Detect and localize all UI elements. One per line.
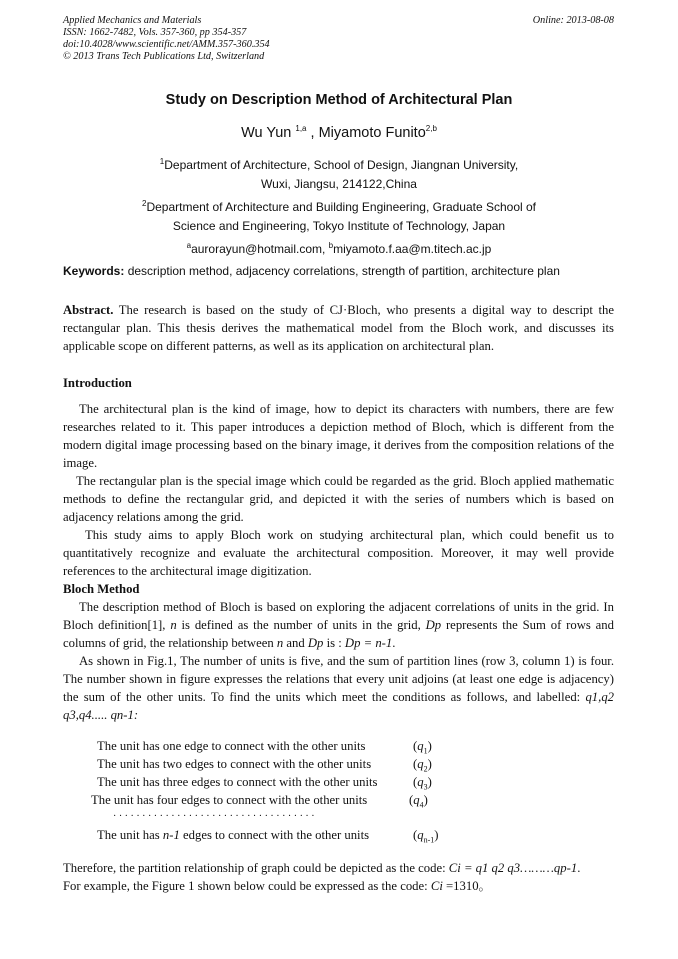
condition-1-label: $(q_1)$ xyxy=(413,739,432,756)
condition-3: The unit has three edges to connect with the other units xyxy=(97,775,378,789)
intro-paragraph-2: The rectangular plan is the special image which could be regarded as the grid. Bloch applied mathematic methods to define the rectangular grid, and depicted it with the series of numbers which is based on adjacency relations among the grid. xyxy=(63,474,614,524)
affiliation-2-line-1: Department of Architecture and Building Engineering, Graduate School of xyxy=(146,200,537,214)
affiliation-2-line-2: Science and Engineering, Tokyo Institute of Technology, Japan xyxy=(172,219,506,233)
condition-n-label: $(q_{n-1})$ xyxy=(413,828,439,845)
journal-name: Applied Mechanics and Materials xyxy=(63,15,202,26)
abstract-label: Abstract. xyxy=(63,303,114,317)
authors xyxy=(0,124,678,141)
introduction-heading: Introduction xyxy=(63,376,132,390)
condition-2-label: $(q_2)$ xyxy=(413,757,432,774)
condition-n: The unit has n-1 edges to connect with the other units xyxy=(97,828,370,842)
q-sequence: q1,q2 q3,q4..... qn-1: xyxy=(63,690,614,722)
emails xyxy=(0,236,678,259)
condition-4-label: $(q_4)$ xyxy=(409,793,428,810)
bloch-paragraph-2: As shown in Fig.1, The number of units is five, and the sum of partition lines (row 3, column 1) is four. The number shown in figure expresses the relations that every unit adjoins (at least one edge is adjacency) the sum of the other units. To find the units which meet the conditions as follows, and labelled: q1,q2 q3,q4..... qn-1: xyxy=(63,654,614,722)
condition-4: The unit has four edges to connect with the other units xyxy=(91,793,368,807)
condition-2: The unit has two edges to connect with the other units xyxy=(97,757,372,771)
email-b: miyamoto.f.aa@m.titech.ac.jp xyxy=(333,242,492,256)
intro-paragraph-1: The architectural plan is the kind of image, how to depict its characters with numbers, there are few researches related to it. This paper introduces a depiction method of Bloch, which is different from the modern digital image processing based on the binary image, it derives from the composition relations of the image. xyxy=(63,402,614,470)
author-1: Wu Yun xyxy=(241,124,292,141)
introduction-section xyxy=(63,374,614,724)
doi: doi:10.4028/www.scientific.net/AMM.357-360.354 xyxy=(63,39,270,50)
author-1-sup: 1,a xyxy=(295,124,307,133)
code-example: =1310。 xyxy=(442,879,492,893)
author-2-sup: 2,b xyxy=(425,124,437,133)
paper-title: Study on Description Method of Architectural Plan xyxy=(165,92,513,108)
ellipsis-dots: · · · · · · · · · · · · · · · · · · · · · · · · · · · · · · · · · · · xyxy=(113,811,315,822)
affiliation-1-line-1: Department of Architecture, School of Design, Jiangnan University, xyxy=(164,158,519,172)
keywords xyxy=(63,264,560,278)
keywords-label: Keywords: xyxy=(63,264,125,278)
intro-paragraph-3: This study aims to apply Bloch work on studying architectural plan, which could benefit us to quantitatively recognize and evaluate the architectural composition. Moreover, it may well provide references to the architectural image digitization. xyxy=(63,528,614,578)
affiliations xyxy=(0,152,678,259)
email-a-sup: a xyxy=(186,241,192,250)
email-b-sup: b xyxy=(328,241,334,250)
author-2: Miyamoto Funito xyxy=(318,124,426,141)
therefore-paragraph: Therefore, the partition relationship of graph could be depicted as the code: Ci = q1 q2 q3………qp-1. For example, the Figure 1 shown below could be expressed as the code: Ci =1310。 xyxy=(63,861,581,893)
affiliation-2-sup: 2 xyxy=(141,199,147,208)
online-date: Online: 2013-08-08 xyxy=(532,15,614,26)
affiliation-1-line-2: Wuxi, Jiangsu, 214122,China xyxy=(261,177,417,191)
author-sep: , xyxy=(306,124,319,141)
affiliation-2 xyxy=(0,194,678,217)
keywords-text: description method, adjacency correlations, strength of partition, architecture plan xyxy=(124,264,560,278)
email-a: aurorayun@hotmail.com, xyxy=(191,242,329,256)
bloch-heading: Bloch Method xyxy=(63,582,140,596)
abstract-text: The research is based on the study of CJ·Bloch, who presents a digital way to descript the rectangular plan. This thesis derives the mathematical model from the Bloch work, and discusses its applicable scope on different patterns, as well as its application on architectural plan. xyxy=(63,303,614,353)
bloch-paragraph-1: The description method of Bloch is based on exploring the adjacent correlations of units in the grid. In Bloch definition[1], n is defined as the number of units in the grid, Dp represents the Sum of rows and columns of grid, the relationship between n and Dp is : Dp = n-1. xyxy=(63,600,614,650)
affiliation-1-sup: 1 xyxy=(159,157,165,166)
condition-3-label: $(q_3)$ xyxy=(413,775,432,792)
affiliation-1 xyxy=(0,152,678,175)
issn: ISSN: 1662-7482, Vols. 357-360, pp 354-357 xyxy=(63,27,247,38)
code-formula: Ci = q1 q2 q3………qp-1 xyxy=(448,861,578,875)
copyright: © 2013 Trans Tech Publications Ltd, Switzerland xyxy=(63,51,265,62)
abstract xyxy=(63,301,614,355)
journal-meta xyxy=(63,15,270,63)
condition-1: The unit has one edge to connect with the other units xyxy=(97,739,366,753)
